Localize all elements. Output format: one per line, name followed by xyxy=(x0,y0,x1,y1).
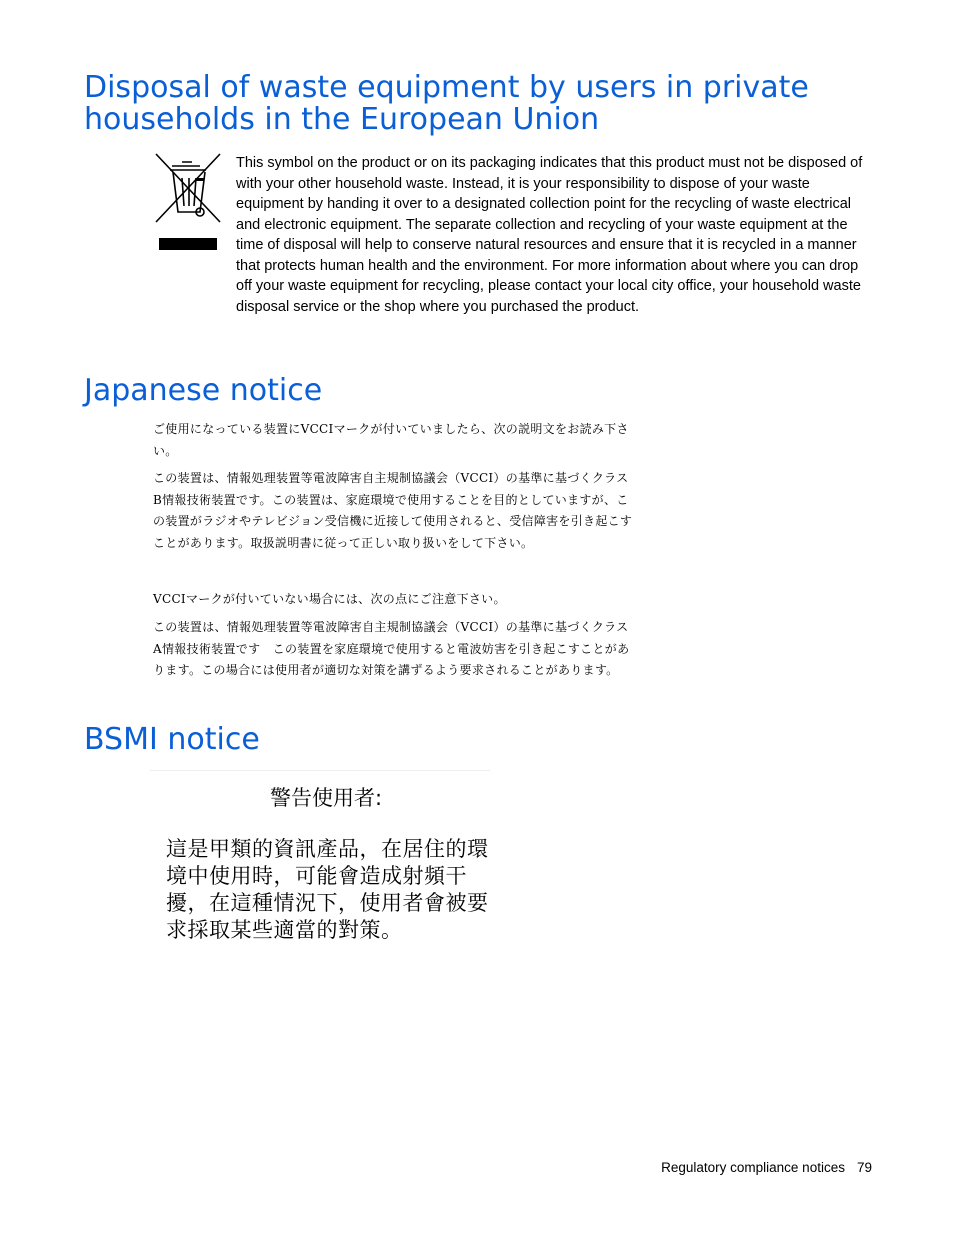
japanese-notice-heading: Japanese notice xyxy=(84,373,323,408)
bsmi-warning-title: 警告使用者: xyxy=(270,786,383,810)
crossed-out-wheelie-bin-icon xyxy=(152,152,224,252)
weee-heading: Disposal of waste equipment by users in private households in the European Union xyxy=(84,70,809,137)
bsmi-warning-text: 這是甲類的資訊產品，在居住的環境中使用時，可能會造成射頻干擾，在這種情況下，使用者會被要求採取某些適當的對策。 xyxy=(166,837,489,942)
weee-paragraph: This symbol on the product or on its packaging indicates that this product must not be disposed of with your other household waste. Instead, it is your responsibility to dispose of your waste equipment by handing it over to a designated collection point for the recycling of waste electrical and electronic equipment. The separate collection and recycling of your waste equipment at the time of disposal will help to conserve natural resources and ensure that it is recycled in a manner that protects human health and the environment. For more information about where you can drop off your waste equipment for recycling, please contact your local city office, your household waste disposal service or the shop where you purchased the product. xyxy=(236,155,863,315)
page-footer xyxy=(600,1158,872,1178)
japanese-paragraph-2: この装置は、情報処理装置等電波障害自主規制協議会（VCCI）の基準に基づくクラスB情報技術装置です。この装置は、家庭環境で使用することを目的としていますが、この装置がラジオやテレビジョン受信機に近接して使用されると、受信障害を引き起こすことがあります。取扱説明書に従って正しい取り扱いをして下さい。 xyxy=(153,471,633,550)
bsmi-notice-heading: BSMI notice xyxy=(84,722,260,757)
japanese-paragraph-4: この装置は、情報処理装置等電波障害自主規制協議会（VCCI）の基準に基づくクラスA情報技術装置です この装置を家庭環境で使用すると電波妨害を引き起こすことがあります。この場合には使用者が適切な対策を講ずるよう要求されることがあります。 xyxy=(153,620,630,677)
japanese-paragraph-3: VCCIマークが付いていない場合には、次の点にご注意下さい。 xyxy=(153,592,506,606)
footer-section-title: Regulatory compliance notices xyxy=(661,1160,845,1175)
page-number: 79 xyxy=(856,1160,872,1175)
japanese-paragraph-1: ご使用になっている装置にVCCIマークが付いていましたら、次の説明文をお読み下さい。 xyxy=(153,422,629,458)
